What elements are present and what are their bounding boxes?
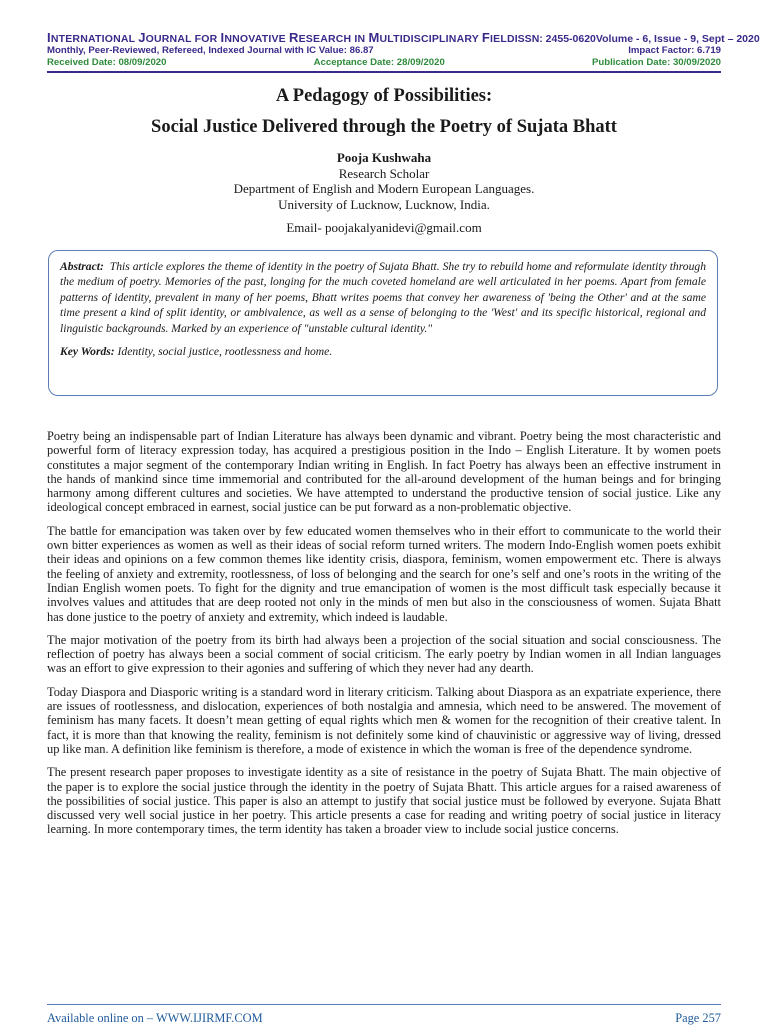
journal-word-3: INNOVATIVE	[220, 30, 289, 45]
journal-monthly: Monthly, Peer-Reviewed, Refereed, Indexed Journal with IC Value: 86.87	[47, 45, 374, 56]
impact-factor: Impact Factor: 6.719	[628, 45, 721, 56]
journal-name	[47, 30, 515, 45]
keywords-label: Key Words:	[60, 345, 115, 359]
abstract-box	[48, 250, 718, 396]
journal-word-5: MULTIDISCIPLINARY	[368, 30, 482, 45]
body-paragraph: Today Diaspora and Diasporic writing is a standard word in literary criticism. Talking about Diaspora as an expatriate experience, there are issues of rootlessness, and dislocation, experiences of both nostalgia and amnesia, which need to be answered. The movement of feminism has many facets. It doesn’t mean getting of equal rights which men & women for the recognition of their creative talent. In fact, it is more than that knowing the reality, feminism is not definitely some kind of chauvinistic or aggressive way of living, dressed up like man. A definition like feminism is therefore, a mode of existence in which the woman is free of the dependence syndrome.	[47, 684, 721, 756]
footer-divider	[47, 1004, 721, 1005]
journal-header-line-1	[47, 30, 760, 45]
acceptance-date: Acceptance Date: 28/09/2020	[313, 57, 445, 68]
body-paragraph: The present research paper proposes to investigate identity as a site of resistance in the poetry of Sujata Bhatt. The main objective of the paper is to explore the social justice through the identity in the poetry of Sujata Bhatt. This article argues for a raised awareness of the possibilities of social justice. This paper is also an attempt to justify that social justice must be followed by everyone. Sujata Bhatt discussed very well social justice in her poetry. This article presents a case for reading and writing poetry of social justice in literacy learning. In more contemporary times, the term identity has taken a broader view to include social justice concerns.	[47, 765, 721, 837]
paper-title-line-2: Social Justice Delivered through the Poetry of Sujata Bhatt	[151, 117, 617, 137]
abstract-label: Abstract:	[60, 260, 104, 273]
body-paragraph: The battle for emancipation was taken over by few educated women themselves who in their effort to communicate to the world their own bitter experiences as women as well as their ideas of social reform turned writers. The modern Indo-English women poets exhibit their ideas and opinions on a few common themes like identity crisis, diaspora, feminism, women empowerment etc. There is always the feeling of anxiety and extremity, rootlessness, of loss of belonging and the search for one’s self and one’s roots in the writing of the Indian English women poets. To fight for the dignity and true emancipation of women is the most difficult task especially because it involves values and attitudes that are deep rooted not only in the minds of men but also in the consciousness of women. Sujata Bhatt has done justice to the poetry of anxiety and extremity, which indeed is laudable.	[47, 523, 721, 624]
publication-date: Publication Date: 30/09/2020	[591, 57, 721, 68]
keywords-text: Identity, social justice, rootlessness and home.	[117, 345, 333, 359]
author-email: Email- poojakalyanidevi@gmail.com	[286, 220, 482, 235]
journal-word-2: JOURNAL FOR	[138, 30, 221, 45]
footer-website: Available online on – WWW.IJIRMF.COM	[47, 1011, 263, 1025]
issn: ISSN: 2455-0620	[514, 33, 596, 45]
header-divider	[47, 71, 721, 73]
volume-issue: Volume - 6, Issue - 9, Sept – 2020	[595, 33, 760, 45]
journal-header-line-2	[47, 45, 721, 56]
page-number: Page 257	[675, 1011, 721, 1025]
author-role: Research Scholar	[338, 165, 430, 181]
author-department: Department of English and Modern European Languages.	[233, 181, 535, 196]
abstract-text: This article explores the theme of identity in the poetry of Sujata Bhatt. She try to rebuild home and reformulate identity through the medium of poetry. Memories of the past, longing for the much coveted homeland are well articulated in her poems. Apart from female patterns of identity, prevalent in many of her poems, Bhatt writes poems that convey her awareness of 'being the Other' and at the same time present a kind of split identity, or ambivalence, as well as a sense of belonging to the 'West' and its specific historical, regional and linguistic backgrounds. Marked by an experience of "unstable cultural identity."	[60, 260, 706, 335]
paper-title-line-1: A Pedagogy of Possibilities:	[275, 86, 493, 106]
journal-word-6: FIELD	[481, 30, 515, 45]
journal-word-1: INTERNATIONAL	[47, 30, 139, 45]
journal-header-line-3	[47, 57, 721, 68]
author-block	[0, 150, 768, 212]
body-text	[47, 429, 721, 846]
author-university: University of Lucknow, Lucknow, India.	[278, 196, 490, 212]
body-paragraph: The major motivation of the poetry from its birth had always been a projection of the social situation and social consciousness. The reflection of poetry has always been a social comment of social criticism. The early poetry by Indian women in all Indian languages was an effort to give expression to their agonies and suffering of which they never had any dearth.	[47, 632, 721, 676]
abstract	[60, 259, 706, 336]
author-name: Pooja Kushwaha	[336, 150, 432, 165]
journal-word-4: RESEARCH IN	[288, 30, 369, 45]
body-paragraph: Poetry being an indispensable part of Indian Literature has always been dynamic and vibrant. Poetry being the most characteristic and powerful form of literacy expression today, has acquired a prestigious position in the Indo – English Literature. It by women poets constitutes a major segment of the contemporary Indian writing in English. In fact Poetry has always been an effective instrument in the hands of mankind since time immemorial and contributed for the all-around development of the human beings and for bringing harmony among different cultures and societies. We have attempted to understand the productive tension of social justice. Like any ideological concept embraced in earnest, social justice can be put forward as a non-problematic objective.	[47, 429, 721, 515]
keywords	[60, 344, 706, 359]
received-date: Received Date: 08/09/2020	[47, 57, 167, 68]
